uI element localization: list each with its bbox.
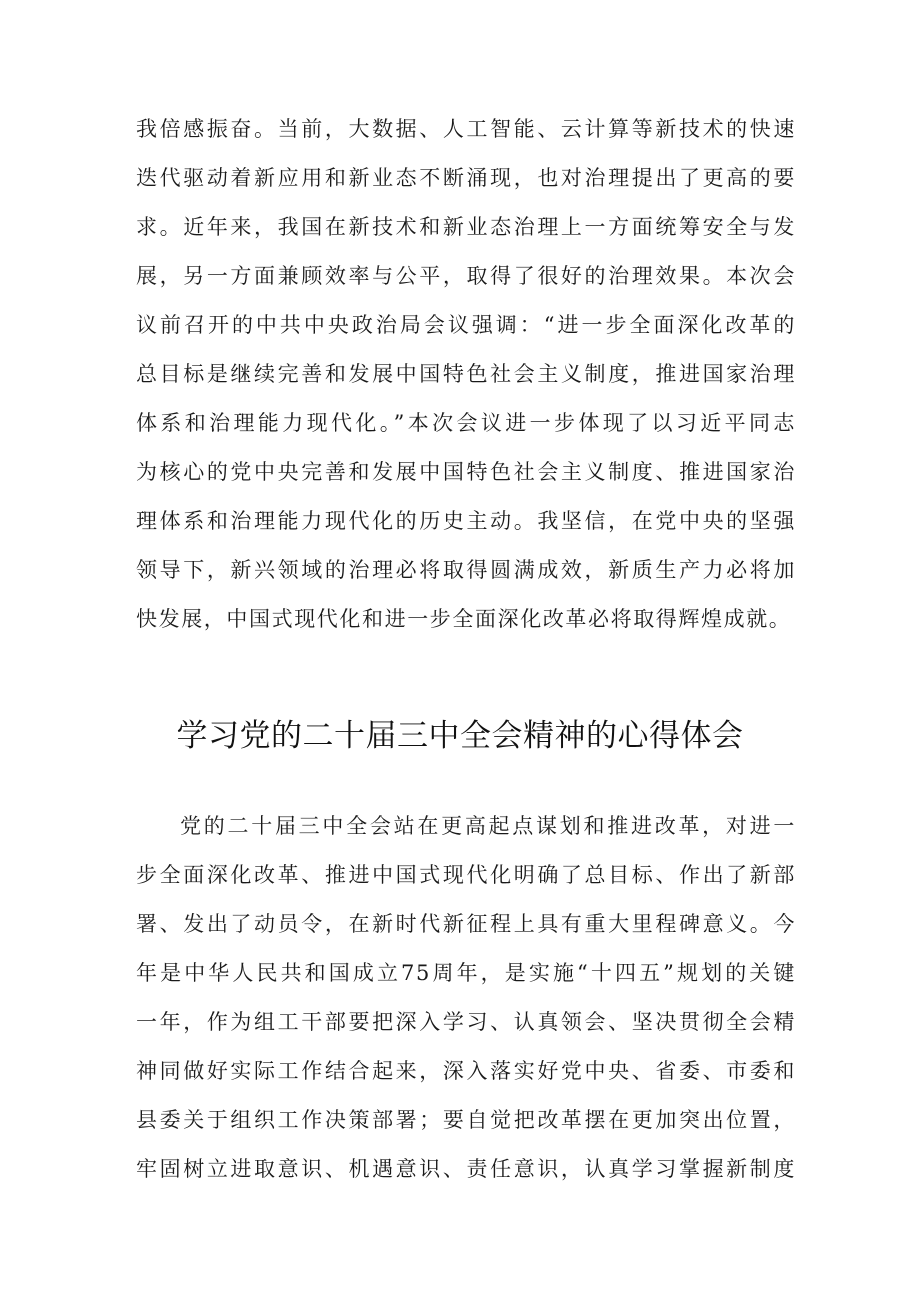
paragraph-one-line: 议前召开的中共中央政治局会议强调：“进一步全面深化改革的 bbox=[136, 313, 796, 337]
paragraph-two-line: 署、发出了动员令，在新时代新征程上具有重大里程碑意义。今 bbox=[136, 912, 796, 936]
paragraph-one bbox=[136, 105, 796, 644]
paragraph-one-line: 求。近年来，我国在新技术和新业态治理上一方面统筹安全与发 bbox=[136, 215, 796, 239]
paragraph-one-line: 领导下，新兴领域的治理必将取得圆满成效，新质生产力必将加 bbox=[136, 558, 796, 582]
paragraph-one-line: 为核心的党中央完善和发展中国特色社会主义制度、推进国家治 bbox=[136, 460, 796, 484]
paragraph-one-line: 展，另一方面兼顾效率与公平，取得了很好的治理效果。本次会 bbox=[136, 264, 796, 288]
paragraph-two-line: 一年，作为组工干部要把深入学习、认真领会、坚决贯彻全会精 bbox=[136, 1010, 796, 1034]
paragraph-one-line: 快发展，中国式现代化和进一步全面深化改革必将取得辉煌成就。 bbox=[136, 607, 792, 631]
paragraph-one-line: 我倍感振奋。当前，大数据、人工智能、云计算等新技术的快速 bbox=[136, 117, 796, 141]
paragraph-one-line: 理体系和治理能力现代化的历史主动。我坚信，在党中央的坚强 bbox=[136, 509, 796, 533]
paragraph-two-line: 牢固树立进取意识、机遇意识、责任意识，认真学习掌握新制度 bbox=[136, 1157, 796, 1181]
paragraph-two-line: 步全面深化改革、推进中国式现代化明确了总目标、作出了新部 bbox=[136, 863, 796, 887]
paragraph-two-line: 县委关于组织工作决策部署；要自觉把改革摆在更加突出位置， bbox=[136, 1108, 796, 1132]
paragraph-two-line: 神同做好实际工作结合起来，深入落实好党中央、省委、市委和 bbox=[136, 1059, 796, 1083]
paragraph-two-line: 党的二十届三中全会站在更高起点谋划和推进改革，对进一 bbox=[180, 814, 796, 838]
paragraph-one-line: 迭代驱动着新应用和新业态不断涌现，也对治理提出了更高的要 bbox=[136, 166, 796, 190]
section-title: 学习党的二十届三中全会精神的心得体会 bbox=[176, 718, 744, 754]
paragraph-two-line: 年是中华人民共和国成立75周年，是实施“十四五”规划的关键 bbox=[136, 961, 796, 985]
paragraph-two bbox=[136, 802, 796, 1194]
paragraph-one-line: 总目标是继续完善和发展中国特色社会主义制度，推进国家治理 bbox=[136, 362, 796, 386]
paragraph-one-line: 体系和治理能力现代化。”本次会议进一步体现了以习近平同志 bbox=[136, 411, 796, 435]
